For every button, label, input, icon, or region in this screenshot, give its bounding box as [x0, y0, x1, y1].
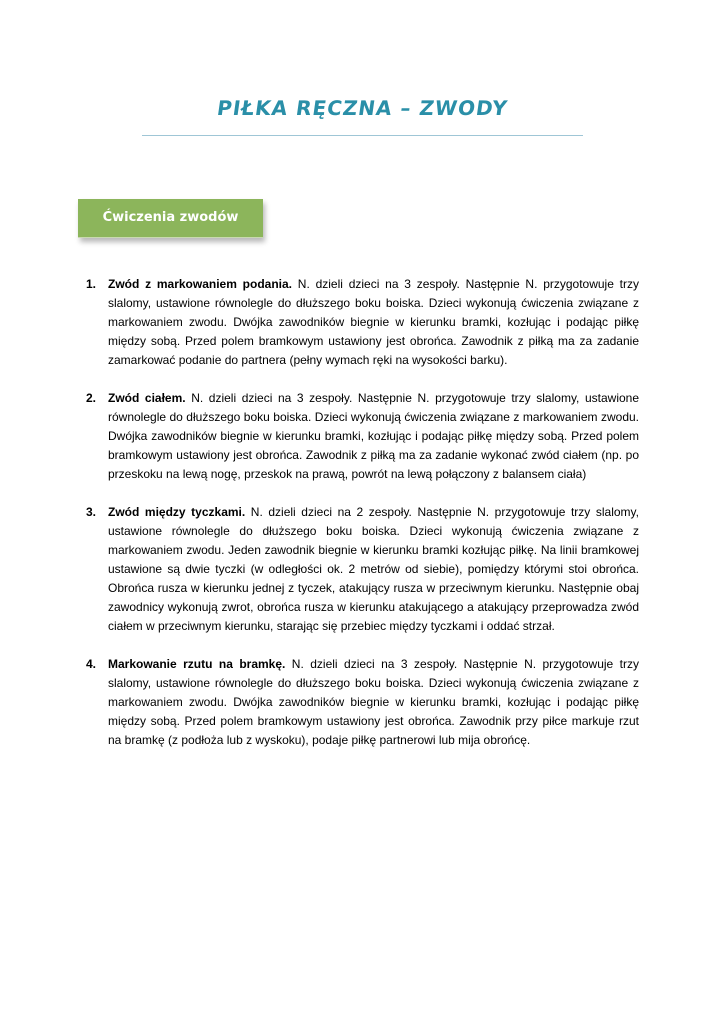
title-divider	[142, 135, 583, 136]
exercise-title: Zwód między tyczkami.	[108, 505, 251, 519]
document-title: PIŁKA RĘCZNA – ZWODY	[215, 96, 510, 120]
exercise-title: Zwód z markowaniem podania.	[108, 277, 298, 291]
section-label: Ćwiczenia zwodów	[102, 210, 239, 225]
exercise-number: 1.	[86, 277, 97, 291]
exercise-item	[86, 655, 639, 750]
exercise-description: N. dzieli dzieci na 3 zespoły. Następnie N. przygotowuje trzy slalomy, ustawione równolegle do dłuższego boku boiska. Dzieci wykonują ćwiczenia związane z markowaniem zwodu. Dwójka zawodników biegnie w kierunku bramki, kozłując i podając piłkę między sobą. Przed polem bramkowym ustawiony jest obrońca. Zawodnik z piłką ma za zadanie zamarkować podanie do partnera (pełny wymach ręki na wysokości barku).	[108, 277, 639, 367]
exercise-list	[86, 275, 639, 769]
exercise-item	[86, 503, 639, 636]
exercise-title: Markowanie rzutu na bramkę.	[108, 657, 292, 671]
exercise-number: 4.	[86, 657, 97, 671]
exercise-title: Zwód ciałem.	[108, 391, 192, 405]
exercise-description: N. dzieli dzieci na 2 zespoły. Następnie N. przygotowuje trzy slalomy, ustawione równolegle do dłuższego boku boiska. Dzieci wykonują ćwiczenia związane z markowaniem zwodu. Jeden zawodnik biegnie w kierunku bramki kozłując piłkę. Na linii bramkowej ustawione są dwie tyczki (w odległości ok. 2 metrów od siebie), pomiędzy którymi stoi obrońca. Obrońca rusza w kierunku jednej z tyczek, atakujący rusza w przeciwnym kierunku. Następnie obaj zawodnicy wykonują zwrot, obrońca rusza w kierunku atakującego a atakujący przeprowadza zwód ciałem w przeciwnym kierunku, starając się przebiec między tyczkami i oddać strzał.	[108, 505, 639, 633]
exercise-number: 2.	[86, 391, 97, 405]
exercise-description: N. dzieli dzieci na 3 zespoły. Następnie N. przygotowuje trzy slalomy, ustawione równolegle do dłuższego boku boiska. Dzieci wykonują ćwiczenia związane z markowaniem zwodu. Dwójka zawodników biegnie w kierunku bramki, kozłując i podając piłkę między sobą. Przed polem bramkowym ustawiony jest obrońca. Zawodnik z piłką ma za zadanie wykonać zwód ciałem (np. po przeskoku na lewą nogę, przeskok na prawą, powrót na lewą połączony z balansem ciała)	[108, 391, 640, 481]
exercise-description: N. dzieli dzieci na 3 zespoły. Następnie N. przygotowuje trzy slalomy, ustawione równolegle do dłuższego boku boiska. Dzieci wykonują ćwiczenia związane z markowaniem zwodu. Dwójka zawodników biegnie w kierunku bramki, kozłując i podając piłkę między sobą. Przed polem bramkowym ustawiony jest obrońca. Zawodnik przy piłce markuje rzut na bramkę (z podłoża lub z wyskoku), podaje piłkę partnerowi lub mija obrońcę.	[108, 657, 639, 747]
exercise-number: 3.	[86, 505, 97, 519]
exercise-item	[86, 389, 639, 484]
exercise-item	[86, 275, 639, 370]
section-label-box	[78, 199, 263, 238]
